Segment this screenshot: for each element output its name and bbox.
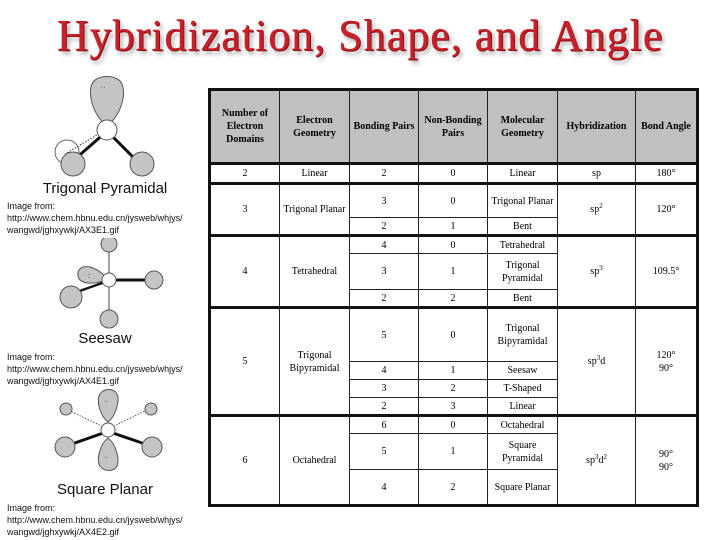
credit-url-line: http://www.chem.hbnu.edu.cn/jysweb/whjys/	[7, 515, 183, 525]
hybridization-cell	[558, 164, 636, 184]
header-electron-domains: Number of Electron Domains	[210, 90, 280, 164]
bonding-pairs-cell: 2	[350, 164, 419, 184]
molecule-label-square-planar: Square Planar	[57, 481, 153, 498]
header-molecular-geometry: Molecular Geometry	[488, 90, 558, 164]
electron-domains-cell: 6	[210, 416, 280, 506]
image-credit-square-planar	[7, 502, 183, 538]
credit-url-line: http://www.chem.hbnu.edu.cn/jysweb/whjys/	[7, 213, 183, 223]
electron-domains-cell: 2	[210, 164, 280, 184]
hybridization-superscript: 3	[594, 453, 599, 461]
non-bonding-pairs-cell: 2	[419, 380, 488, 398]
credit-url-line: http://www.chem.hbnu.edu.cn/jysweb/whjys/	[7, 364, 183, 374]
hybridization-base: sp	[592, 168, 601, 179]
credit-line: Image from:	[7, 201, 56, 211]
hybridization-cell	[558, 184, 636, 236]
non-bonding-pairs-cell: 2	[419, 470, 488, 506]
header-bond-angle: Bond Angle	[636, 90, 698, 164]
hybridization-superscript: 2	[603, 453, 607, 461]
molecular-geometry-cell: Square Pyramidal	[488, 434, 558, 470]
table-row	[210, 236, 698, 254]
svg-text:··: ··	[104, 398, 109, 405]
table-header-row	[210, 90, 698, 164]
bond-angle-value: 120°	[656, 349, 676, 361]
bonding-pairs-cell: 2	[350, 398, 419, 416]
hybridization-base: sp	[590, 204, 600, 215]
non-bonding-pairs-cell: 1	[419, 362, 488, 380]
image-credit-trigonal-pyramidal	[7, 200, 183, 236]
hybridization-base: sp	[586, 455, 595, 466]
molecular-geometry-cell: Trigonal Bipyramidal	[488, 308, 558, 362]
electron-domains-cell: 4	[210, 236, 280, 308]
hybridization-superscript: 2	[599, 202, 603, 210]
hybridization-superscript: 3	[596, 354, 601, 362]
trigonal-pyramidal-diagram-icon	[40, 74, 160, 180]
credit-line: Image from:	[7, 503, 56, 513]
non-bonding-pairs-cell: 0	[419, 308, 488, 362]
bond-angle-cell: 109.5°	[636, 236, 698, 308]
credit-url-line: wangwd/jghxywkj/AX4E1.gif	[7, 376, 120, 386]
bond-angle-cell	[636, 416, 698, 506]
bond-angle-cell	[636, 308, 698, 416]
bonding-pairs-cell: 3	[350, 380, 419, 398]
non-bonding-pairs-cell: 2	[419, 290, 488, 308]
molecular-geometry-cell: T-Shaped	[488, 380, 558, 398]
molecular-geometry-cell: Linear	[488, 164, 558, 184]
bond-angle-value: 90°	[659, 461, 673, 473]
image-credit-seesaw	[7, 351, 183, 387]
molecular-geometry-cell: Trigonal Pyramidal	[488, 254, 558, 290]
electron-geometry-cell: Octahedral	[280, 416, 350, 506]
bonding-pairs-cell: 2	[350, 218, 419, 236]
non-bonding-pairs-cell: 0	[419, 164, 488, 184]
bonding-pairs-cell: 5	[350, 434, 419, 470]
molecular-geometry-cell: Tetrahedral	[488, 236, 558, 254]
bonding-pairs-cell: 2	[350, 290, 419, 308]
hybridization-table	[208, 88, 699, 507]
table-row	[210, 184, 698, 218]
electron-geometry-cell: Trigonal Bipyramidal	[280, 308, 350, 416]
page-title: Hybridization, Shape, and Angle	[56, 11, 664, 60]
svg-text::: :	[88, 271, 91, 280]
credit-url-line: wangwd/jghxywkj/AX3E1.gif	[7, 225, 120, 235]
electron-domains-cell: 3	[210, 184, 280, 236]
bonding-pairs-cell: 4	[350, 470, 419, 506]
molecule-label-seesaw: Seesaw	[78, 330, 132, 347]
svg-text:··: ··	[101, 84, 106, 91]
hybridization-d: d	[598, 455, 604, 466]
electron-geometry-cell: Trigonal Planar	[280, 184, 350, 236]
molecular-geometry-cell: Square Planar	[488, 470, 558, 506]
credit-url-line: wangwd/jghxywkj/AX4E2.gif	[7, 527, 120, 537]
electron-domains-cell: 5	[210, 308, 280, 416]
molecular-geometry-cell: Bent	[488, 290, 558, 308]
non-bonding-pairs-cell: 1	[419, 434, 488, 470]
hybridization-base: sp	[587, 356, 597, 367]
header-bonding-pairs: Bonding Pairs	[350, 90, 419, 164]
square-planar-diagram-icon	[50, 388, 170, 476]
non-bonding-pairs-cell: 0	[419, 184, 488, 218]
header-non-bonding-pairs: Non-Bonding Pairs	[419, 90, 488, 164]
molecular-geometry-cell: Octahedral	[488, 416, 558, 434]
bond-angle-cell: 180°	[636, 164, 698, 184]
non-bonding-pairs-cell: 1	[419, 218, 488, 236]
molecular-geometry-cell: Seesaw	[488, 362, 558, 380]
molecular-geometry-cell: Trigonal Planar	[488, 184, 558, 218]
bonding-pairs-cell: 4	[350, 362, 419, 380]
bonding-pairs-cell: 3	[350, 184, 419, 218]
hybridization-cell	[558, 308, 636, 416]
table-row	[210, 416, 698, 434]
bonding-pairs-cell: 5	[350, 308, 419, 362]
bonding-pairs-cell: 4	[350, 236, 419, 254]
non-bonding-pairs-cell: 0	[419, 416, 488, 434]
bonding-pairs-cell: 3	[350, 254, 419, 290]
electron-geometry-cell: Tetrahedral	[280, 236, 350, 308]
table-row	[210, 164, 698, 184]
table-row	[210, 308, 698, 362]
bond-angle-value: 90°	[659, 448, 673, 460]
electron-geometry-cell: Linear	[280, 164, 350, 184]
bond-angle-value: 90°	[659, 362, 673, 374]
hybridization-superscript: 3	[599, 264, 603, 272]
non-bonding-pairs-cell: 0	[419, 236, 488, 254]
hybridization-base: sp	[590, 266, 600, 277]
molecular-geometry-cell: Linear	[488, 398, 558, 416]
bonding-pairs-cell: 6	[350, 416, 419, 434]
non-bonding-pairs-cell: 1	[419, 254, 488, 290]
hybridization-cell	[558, 416, 636, 506]
hybridization-d: d	[600, 356, 606, 367]
non-bonding-pairs-cell: 3	[419, 398, 488, 416]
hybridization-cell	[558, 236, 636, 308]
header-hybridization: Hybridization	[558, 90, 636, 164]
molecule-label-trigonal-pyramidal: Trigonal Pyramidal	[42, 180, 168, 197]
molecular-geometry-cell: Bent	[488, 218, 558, 236]
credit-line: Image from:	[7, 352, 56, 362]
seesaw-diagram-icon	[50, 238, 170, 330]
header-electron-geometry: Electron Geometry	[280, 90, 350, 164]
svg-text:··: ··	[104, 454, 109, 461]
bond-angle-cell: 120°	[636, 184, 698, 236]
